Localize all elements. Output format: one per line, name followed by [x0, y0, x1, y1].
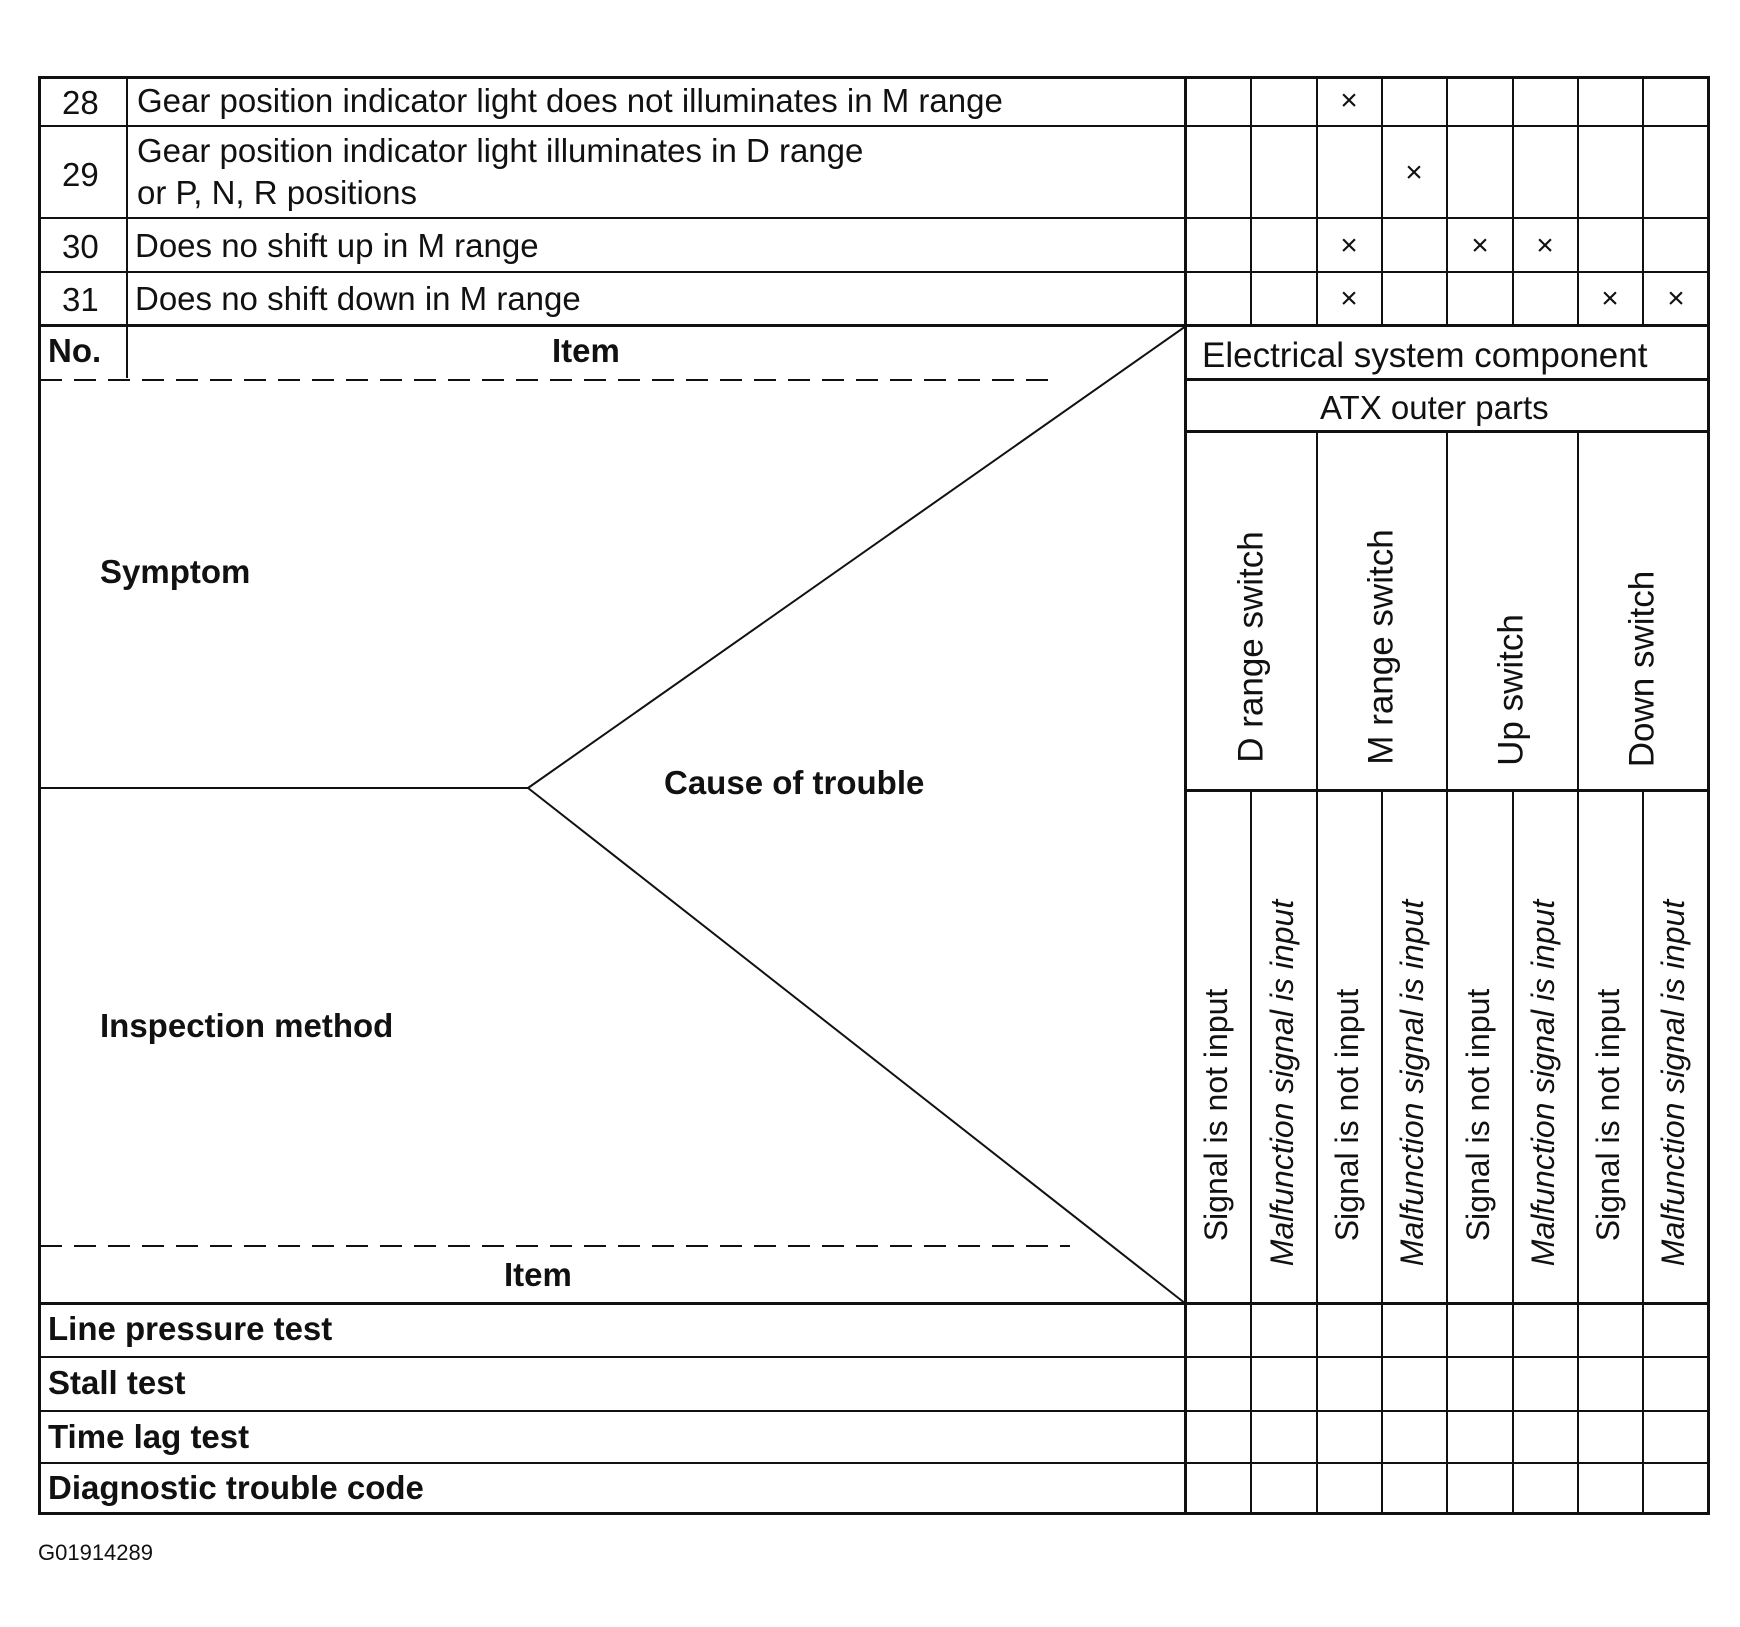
subcol-1: Signal is not input	[1198, 988, 1234, 1242]
x-mark: ×	[1405, 156, 1423, 189]
x-mark: ×	[1536, 229, 1554, 262]
row-28-item: Gear position indicator light does not illuminates in M range	[137, 82, 1003, 119]
x-mark: ×	[1340, 282, 1358, 315]
subcol-5: Signal is not input	[1460, 988, 1496, 1242]
header-inspection-method: Inspection method	[100, 1007, 394, 1044]
component-d-range-switch: D range switch	[1231, 531, 1271, 763]
header-cause-of-trouble: Cause of trouble	[664, 764, 925, 801]
row-31-no: 31	[62, 281, 99, 318]
x-mark: ×	[1471, 229, 1489, 262]
row-31-item: Does no shift down in M range	[135, 280, 581, 317]
header-no: No.	[48, 332, 102, 369]
figure-code: G01914289	[38, 1540, 153, 1565]
component-up-switch: Up switch	[1491, 614, 1531, 766]
x-mark: ×	[1601, 282, 1619, 315]
subcol-8: Malfunction signal is input	[1655, 899, 1691, 1267]
subcol-2: Malfunction signal is input	[1264, 899, 1300, 1267]
header-item-bottom: Item	[504, 1256, 572, 1293]
subcol-6: Malfunction signal is input	[1525, 899, 1561, 1267]
component-down-switch: Down switch	[1622, 570, 1662, 768]
x-mark: ×	[1340, 84, 1358, 117]
subcol-4: Malfunction signal is input	[1394, 899, 1430, 1267]
row-28-no: 28	[62, 84, 99, 121]
inspection-time-lag-test: Time lag test	[48, 1418, 250, 1455]
header-item: Item	[552, 332, 620, 369]
row-30-item: Does no shift up in M range	[135, 227, 539, 264]
row-29-item-line1: Gear position indicator light illuminates in D range	[137, 132, 864, 169]
inspection-diagnostic-trouble-code: Diagnostic trouble code	[48, 1469, 424, 1506]
subcol-3: Signal is not input	[1329, 988, 1365, 1242]
header-atx-outer-parts: ATX outer parts	[1320, 389, 1549, 426]
row-29-item-line2: or P, N, R positions	[137, 174, 418, 211]
row-30-no: 30	[62, 228, 99, 265]
header-symptom: Symptom	[100, 553, 251, 590]
x-mark: ×	[1667, 282, 1685, 315]
header-electrical: Electrical system component	[1202, 336, 1648, 375]
x-mark: ×	[1340, 229, 1358, 262]
inspection-stall-test: Stall test	[48, 1364, 186, 1401]
inspection-line-pressure-test: Line pressure test	[48, 1310, 333, 1347]
row-29-no: 29	[62, 156, 99, 193]
subcol-7: Signal is not input	[1590, 988, 1626, 1242]
component-m-range-switch: M range switch	[1361, 529, 1401, 765]
